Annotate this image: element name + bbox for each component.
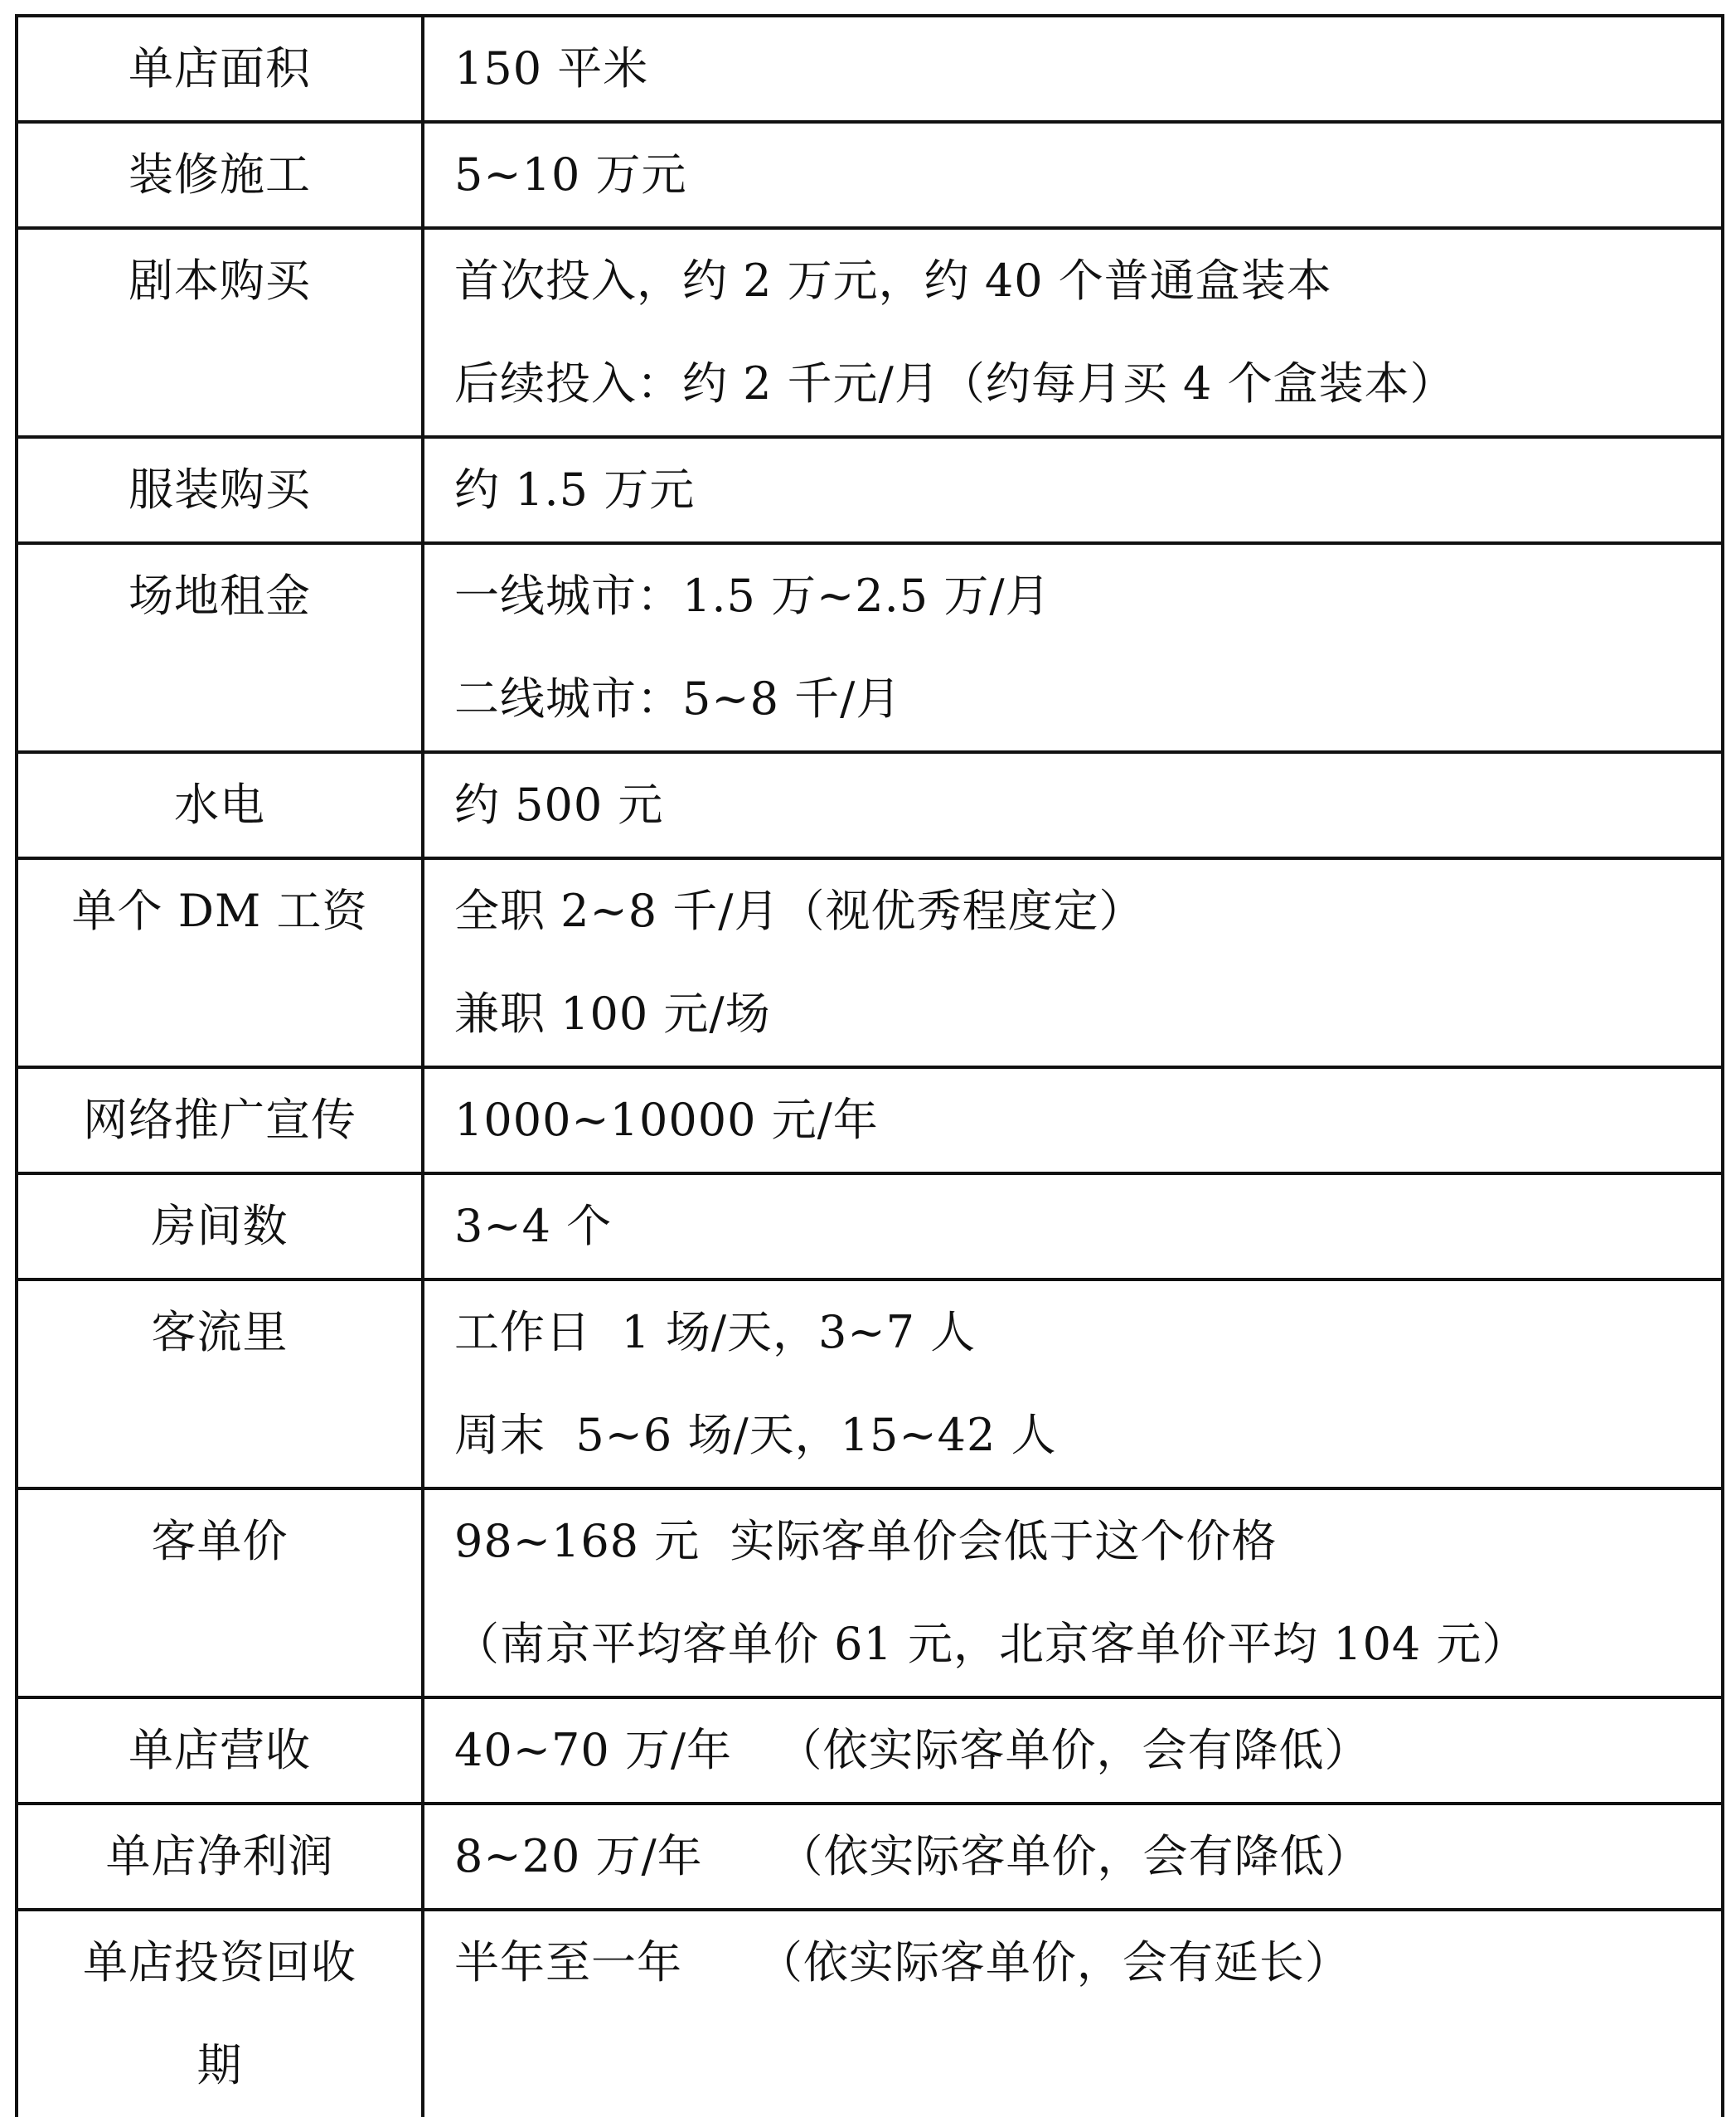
row-value: 98~168 元 实际客单价会低于这个价格 (454, 1515, 1278, 1567)
row-value-cell (423, 437, 1723, 543)
row-label: 单店营收 (129, 1724, 311, 1776)
row-label: 装修施工 (129, 148, 311, 201)
row-value-cell (423, 228, 1723, 437)
row-value-cell (423, 1910, 1723, 2117)
row-value: 40~70 万/年 （依实际客单价，会有降低） (454, 1724, 1370, 1776)
row-value: 3~4 个 (454, 1200, 613, 1252)
table-row (17, 752, 1723, 858)
row-value: 周末 5~6 场/天，15~42 人 (454, 1409, 1057, 1461)
row-label: 单店面积 (129, 42, 311, 95)
row-label: 服装购买 (129, 464, 311, 516)
row-label: 期 (196, 2039, 243, 2091)
row-label-cell (17, 228, 423, 437)
table-row (17, 437, 1723, 543)
row-label-cell (17, 1488, 423, 1697)
row-label-cell (17, 16, 423, 122)
row-value: 一线城市：1.5 万~2.5 万/月 (454, 570, 1051, 622)
row-label-cell (17, 1804, 423, 1910)
row-value: 1000~10000 元/年 (454, 1094, 879, 1146)
table-row (17, 1488, 1723, 1697)
row-value: 后续投入：约 2 千元/月（约每月买 4 个盒装本） (454, 357, 1456, 410)
row-label-cell (17, 122, 423, 228)
row-value-cell (423, 122, 1723, 228)
table-row (17, 1173, 1723, 1279)
row-value: 兼职 100 元/场 (454, 988, 771, 1040)
row-label: 单店净利润 (105, 1830, 334, 1882)
row-value: 工作日 1 场/天，3~7 人 (454, 1306, 977, 1358)
row-value: 150 平米 (454, 42, 649, 95)
row-value-cell (423, 1279, 1723, 1488)
row-label: 水电 (174, 779, 265, 831)
table-row (17, 543, 1723, 752)
table-row (17, 1067, 1723, 1173)
cost-table (15, 14, 1724, 2117)
row-label: 客单价 (151, 1515, 289, 1567)
row-label: 单个 DM 工资 (71, 885, 368, 937)
row-label: 场地租金 (129, 570, 311, 622)
row-value-cell (423, 1067, 1723, 1173)
row-value: 约 1.5 万元 (454, 464, 696, 516)
row-value-cell (423, 16, 1723, 122)
row-label: 房间数 (151, 1200, 289, 1252)
row-label-cell (17, 858, 423, 1067)
table-row (17, 1804, 1723, 1910)
row-value-cell (423, 1697, 1723, 1804)
row-label: 客流里 (151, 1306, 289, 1358)
row-label-cell (17, 1279, 423, 1488)
row-label: 单店投资回收 (83, 1936, 356, 1988)
row-value: 约 500 元 (454, 779, 664, 831)
row-value: 二线城市：5~8 千/月 (454, 672, 902, 725)
row-value: 半年至一年 （依实际客单价，会有延长） (454, 1936, 1350, 1988)
table-row (17, 228, 1723, 437)
row-value-cell (423, 543, 1723, 752)
row-label: 剧本购买 (129, 255, 311, 307)
table-row (17, 16, 1723, 122)
table-row (17, 858, 1723, 1067)
row-value: 8~20 万/年 （依实际客单价，会有降低） (454, 1830, 1371, 1882)
row-label-cell (17, 752, 423, 858)
row-value: 全职 2~8 千/月（视优秀程度定） (454, 885, 1145, 937)
row-label-cell (17, 1067, 423, 1173)
row-value-cell (423, 1804, 1723, 1910)
row-value-cell (423, 1173, 1723, 1279)
row-label-cell (17, 437, 423, 543)
table-row (17, 122, 1723, 228)
table-row (17, 1910, 1723, 2117)
row-value: 首次投入，约 2 万元，约 40 个普通盒装本 (454, 255, 1332, 307)
row-value-cell (423, 858, 1723, 1067)
row-label-cell (17, 1173, 423, 1279)
row-value-cell (423, 752, 1723, 858)
row-value: （南京平均客单价 61 元，北京客单价平均 104 元） (454, 1618, 1528, 1670)
table-row (17, 1697, 1723, 1804)
row-value: 5~10 万元 (454, 148, 687, 201)
row-label-cell (17, 1910, 423, 2117)
table-row (17, 1279, 1723, 1488)
row-label-cell (17, 1697, 423, 1804)
row-label: 网络推广宣传 (83, 1094, 356, 1146)
row-label-cell (17, 543, 423, 752)
row-value-cell (423, 1488, 1723, 1697)
